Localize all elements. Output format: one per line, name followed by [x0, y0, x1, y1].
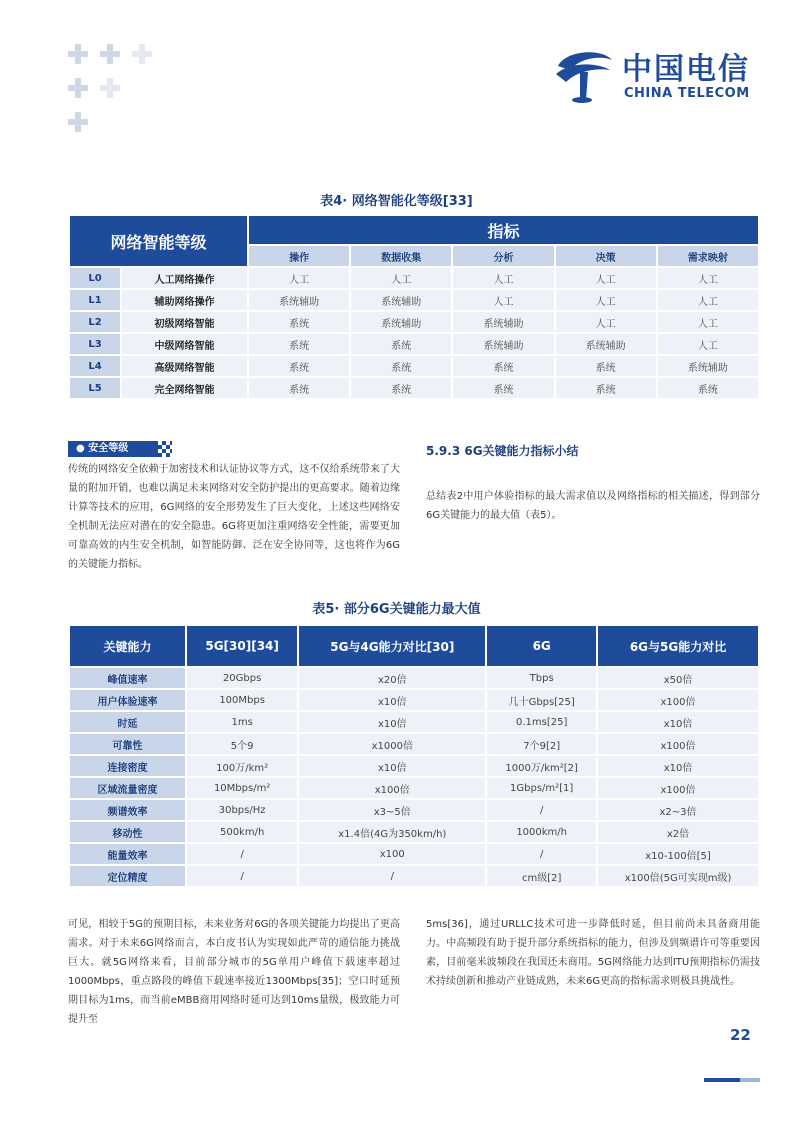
- table-row: [70, 822, 758, 842]
- plus-icon: [100, 44, 120, 64]
- table4-col-header: 数据收集: [351, 246, 451, 266]
- table-cell: 系统: [556, 378, 656, 398]
- table-row: [70, 290, 758, 310]
- level-name: 完全网络智能: [122, 378, 247, 398]
- table-cell: 系统: [249, 334, 349, 354]
- table-row: [70, 866, 758, 886]
- table5-col-header: 关键能力: [70, 626, 185, 666]
- table-row: [70, 378, 758, 398]
- table-cell: 系统: [249, 378, 349, 398]
- checker-decoration: [158, 441, 172, 457]
- capability-name: 连接密度: [70, 756, 185, 776]
- table-cell: x100倍(5G可实现m级): [598, 866, 758, 886]
- plus-icon: [132, 44, 152, 64]
- table-row: [70, 334, 758, 354]
- capability-name: 移动性: [70, 822, 185, 842]
- table-row: [70, 268, 758, 288]
- table-cell: 系统: [658, 378, 758, 398]
- table-cell: 100Mbps: [187, 690, 297, 710]
- level-code: L4: [70, 356, 120, 376]
- capability-name: 时延: [70, 712, 185, 732]
- table-cell: 20Gbps: [187, 668, 297, 688]
- capability-name: 峰值速率: [70, 668, 185, 688]
- level-code: L3: [70, 334, 120, 354]
- brand-name-cn: 中国电信: [622, 52, 750, 87]
- level-name: 高级网络智能: [122, 356, 247, 376]
- table-cell: 系统: [351, 356, 451, 376]
- china-telecom-logo: [552, 44, 762, 104]
- table-cell: x100倍: [598, 734, 758, 754]
- level-code: L5: [70, 378, 120, 398]
- table-cell: 1ms: [187, 712, 297, 732]
- table-cell: 系统: [351, 378, 451, 398]
- table-row: [70, 356, 758, 376]
- table-cell: 人工: [658, 334, 758, 354]
- table4-col-header: 决策: [556, 246, 656, 266]
- security-section-tag: ● 安全等级: [68, 441, 158, 457]
- table4-col-header: 需求映射: [658, 246, 758, 266]
- table-cell: /: [487, 844, 596, 864]
- table-cell: 系统辅助: [351, 290, 451, 310]
- level-code: L1: [70, 290, 120, 310]
- capability-name: 能量效率: [70, 844, 185, 864]
- table4-col-header: 分析: [453, 246, 553, 266]
- plus-icon: [100, 78, 120, 98]
- section-heading-593: 5.9.3 6G关键能力指标小结: [426, 444, 579, 458]
- table5-col-header: 6G: [487, 626, 596, 666]
- table-cell: 5个9: [187, 734, 297, 754]
- network-intelligence-table: [68, 214, 760, 400]
- table-cell: /: [299, 866, 485, 886]
- brand-name-en: CHINA TELECOM: [624, 86, 750, 101]
- table-cell: x20倍: [299, 668, 485, 688]
- key-capability-table: [68, 624, 760, 888]
- level-code: L0: [70, 268, 120, 288]
- table-cell: 系统辅助: [351, 312, 451, 332]
- table5-title: 表5· 部分6G关键能力最大值: [312, 602, 481, 617]
- table-cell: x10倍: [598, 712, 758, 732]
- table-cell: 系统辅助: [453, 334, 553, 354]
- table-row: [70, 778, 758, 798]
- security-paragraph: 传统的网络安全依赖于加密技术和认证协议等方式，这不仅给系统带来了大量的附加开销，也难以满足未来网络对安全防护提出的更高要求。随着边缘计算等技术的应用，6G网络的安全形势发生了巨大变化，上述这些网络安全机制无法应对潜在的安全隐患。6G将更加注重网络安全性能，需要更加可靠高效的内生安全机制，如智能防御、泛在安全协同等，这也将作为6G的关键能力指标。: [68, 464, 400, 570]
- table-cell: 100万/km²: [187, 756, 297, 776]
- table-cell: x3~5倍: [299, 800, 485, 820]
- table-cell: 1000km/h: [487, 822, 596, 842]
- table-cell: 几十Gbps[25]: [487, 690, 596, 710]
- table5-col-header: 5G[30][34]: [187, 626, 297, 666]
- table4-col-header: 操作: [249, 246, 349, 266]
- table-cell: 系统: [556, 356, 656, 376]
- table-cell: 1000万/km²[2]: [487, 756, 596, 776]
- conclusion-right-paragraph: 5ms[36]，通过URLLC技术可进一步降低时延，但目前尚未具备商用能力。中高频段有助于提升部分系统指标的能力，但涉及到频谱许可等重要因素，目前毫米波频段在我国还未商用。5G网络能力达到ITU预期指标仍需技术持续创新和推动产业链成熟，未来6G更高的指标需求则极具挑战性。: [426, 919, 760, 987]
- table-row: [70, 312, 758, 332]
- table4-title: 表4· 网络智能化等级[33]: [320, 194, 473, 209]
- table-row: [70, 734, 758, 754]
- table-cell: /: [487, 800, 596, 820]
- page-bar-decoration: [740, 1078, 760, 1082]
- capability-name: 可靠性: [70, 734, 185, 754]
- table-cell: x100: [299, 844, 485, 864]
- table-cell: x10-100倍[5]: [598, 844, 758, 864]
- table4-header-left: 网络智能等级: [70, 216, 247, 266]
- capability-name: 频谱效率: [70, 800, 185, 820]
- plus-icon: [68, 44, 88, 64]
- level-name: 中级网络智能: [122, 334, 247, 354]
- table-cell: 系统: [453, 378, 553, 398]
- table-cell: 0.1ms[25]: [487, 712, 596, 732]
- level-name: 辅助网络操作: [122, 290, 247, 310]
- level-name: 初级网络智能: [122, 312, 247, 332]
- table-cell: x50倍: [598, 668, 758, 688]
- table-cell: 10Mbps/m²: [187, 778, 297, 798]
- table-cell: 30bps/Hz: [187, 800, 297, 820]
- table-cell: 系统: [453, 356, 553, 376]
- table-cell: 系统辅助: [658, 356, 758, 376]
- table-cell: 人工: [453, 268, 553, 288]
- table-cell: /: [187, 844, 297, 864]
- summary-paragraph: 总结表2中用户体验指标的最大需求值以及网络指标的相关描述，得到部分6G关键能力的最大值（表5）。: [426, 491, 760, 521]
- table-cell: x10倍: [299, 712, 485, 732]
- table-cell: 系统: [249, 356, 349, 376]
- table-row: [70, 668, 758, 688]
- table-cell: x2倍: [598, 822, 758, 842]
- table-cell: 人工: [556, 312, 656, 332]
- table-cell: x10倍: [598, 756, 758, 776]
- table-cell: 人工: [249, 268, 349, 288]
- page-number: 22: [730, 1026, 751, 1044]
- table-cell: x10倍: [299, 690, 485, 710]
- table-row: [70, 844, 758, 864]
- table5-col-header: 6G与5G能力对比: [598, 626, 758, 666]
- table-row: [70, 690, 758, 710]
- table-cell: 系统辅助: [556, 334, 656, 354]
- table-cell: Tbps: [487, 668, 596, 688]
- level-name: 人工网络操作: [122, 268, 247, 288]
- capability-name: 用户体验速率: [70, 690, 185, 710]
- table-cell: 系统: [351, 334, 451, 354]
- table-row: [70, 800, 758, 820]
- table-cell: 500km/h: [187, 822, 297, 842]
- table-cell: 人工: [556, 268, 656, 288]
- table-row: [70, 712, 758, 732]
- table4-header-right: 指标: [249, 216, 758, 244]
- table-cell: x1000倍: [299, 734, 485, 754]
- table-cell: 人工: [658, 290, 758, 310]
- table-cell: x10倍: [299, 756, 485, 776]
- table-cell: 1Gbps/m²[1]: [487, 778, 596, 798]
- table-row: [70, 756, 758, 776]
- table-cell: x100倍: [598, 690, 758, 710]
- capability-name: 区域流量密度: [70, 778, 185, 798]
- table-cell: x1.4倍(4G为350km/h): [299, 822, 485, 842]
- capability-name: 定位精度: [70, 866, 185, 886]
- table-cell: cm级[2]: [487, 866, 596, 886]
- table-cell: x2~3倍: [598, 800, 758, 820]
- table-cell: 7个9[2]: [487, 734, 596, 754]
- table-cell: 系统: [249, 312, 349, 332]
- table5-col-header: 5G与4G能力对比[30]: [299, 626, 485, 666]
- level-code: L2: [70, 312, 120, 332]
- page-bar-decoration: [704, 1078, 740, 1082]
- table-cell: /: [187, 866, 297, 886]
- table-cell: 系统辅助: [453, 312, 553, 332]
- table-cell: 系统辅助: [249, 290, 349, 310]
- plus-icon: [68, 112, 88, 132]
- table-cell: 人工: [658, 268, 758, 288]
- conclusion-left-paragraph: 可见，相较于5G的预期目标，未来业务对6G的各项关键能力均提出了更高需求。对于未来6G网络而言，本白皮书认为实现如此严苛的通信能力挑战巨大。就5G网络来看，目前部分城市的5G单用户峰值下载速率超过1000Mbps，重点路段的峰值下载速率接近1300Mbps[35]；空口时延预期目标为1ms，而当前eMBB商用网络时延可达到10ms量级，极致能力可提升至: [68, 919, 400, 1025]
- table-cell: 人工: [453, 290, 553, 310]
- table-cell: 人工: [556, 290, 656, 310]
- table-cell: 人工: [351, 268, 451, 288]
- table-cell: x100倍: [299, 778, 485, 798]
- telecom-swirl-icon: [552, 44, 618, 104]
- table-cell: 人工: [658, 312, 758, 332]
- table-cell: x100倍: [598, 778, 758, 798]
- plus-icon: [68, 78, 88, 98]
